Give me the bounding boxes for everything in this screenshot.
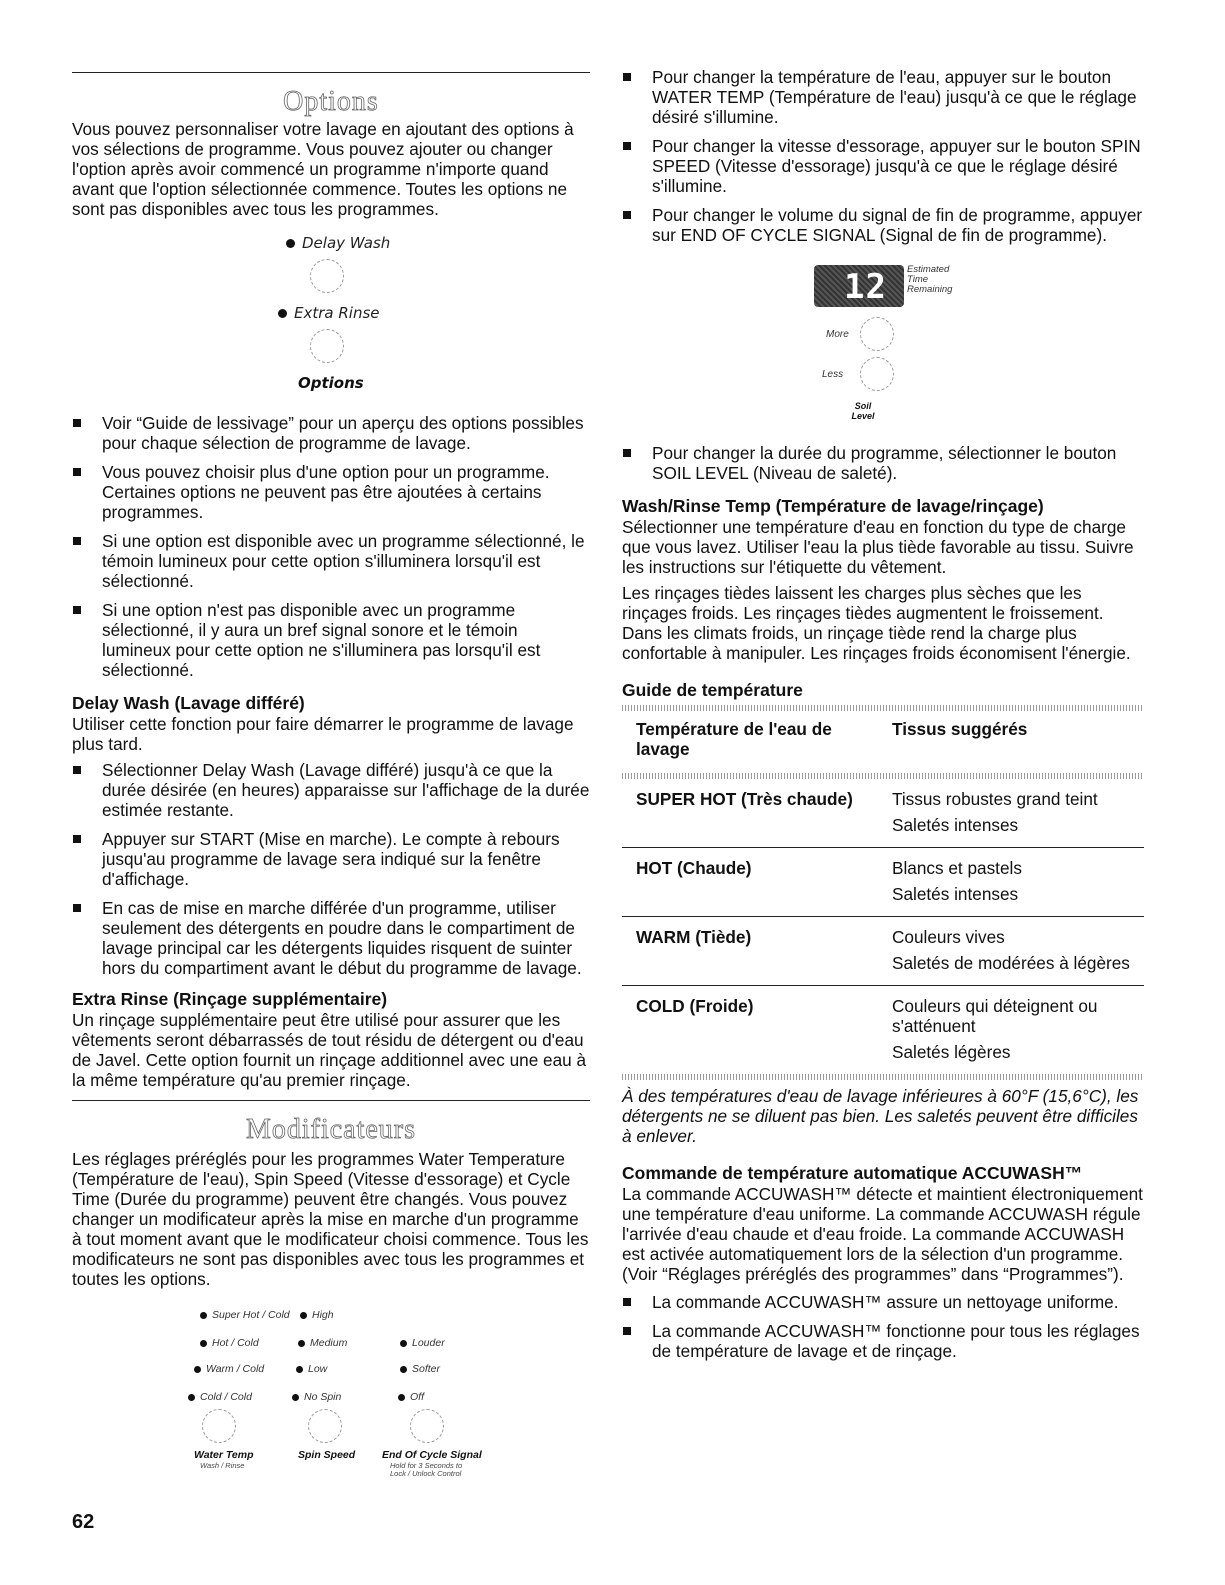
modifiers-text: Les réglages préréglés pour les programmes Water Temperature (Température de l'eau), Spin Speed (Vitesse d'essorage) et Cycle Time (Durée du programme) peuvent être changés. Vous pouvez changer un modificateur après la mise en marche d'un programme à tout moment avant que le modificateur choisi commence. Tous les modificateurs ne sont pas disponibles avec tous les programmes et toutes les options. (72, 1149, 589, 1289)
spin-option-3: Low (296, 1363, 327, 1375)
table-row (622, 848, 1144, 917)
table-cell-temp: WARM (Tiède) (622, 917, 886, 986)
temperature-guide-body (622, 779, 1144, 1074)
table-note: À des températures d'eau de lavage inférieures à 60°F (15,6°C), les détergents ne se diluent pas bien. Les saletés peuvent être difficiles à enlever. (622, 1086, 1139, 1146)
options-caption: Options (298, 374, 364, 392)
guide-heading: Guide de température (622, 680, 803, 700)
modifiers-control-panel (72, 1303, 590, 1478)
modifier-bullets (622, 67, 1144, 245)
water-option-3: Warm / Cold (194, 1363, 264, 1375)
top-rule (72, 72, 590, 73)
list-item: Vous pouvez choisir plus d'une option pour un programme. Certaines options ne peuvent pas être ajoutées à certains programmes. (72, 462, 590, 522)
soil-level-panel (622, 257, 1144, 427)
temp-heading: Wash/Rinse Temp (Température de lavage/rinçage) (622, 496, 1044, 516)
water-temp-caption: Water Temp (194, 1449, 254, 1461)
table-cell-temp: HOT (Chaude) (622, 848, 886, 917)
spin-speed-caption: Spin Speed (298, 1449, 356, 1461)
temperature-guide-table (622, 711, 1144, 773)
options-title: Options (283, 86, 379, 117)
list-item: La commande ACCUWASH™ fonctionne pour tous les réglages de température de lavage et de rinçage. (622, 1321, 1144, 1361)
soil-less-button[interactable] (860, 357, 894, 391)
right-column (622, 0, 1144, 1370)
table-row (622, 986, 1144, 1075)
table-cell-temp: SUPER HOT (Très chaude) (636, 789, 853, 809)
signal-subcaption-2: Lock / Unlock Control (390, 1469, 462, 1478)
temp-paragraph-2: Les rinçages tièdes laissent les charges plus sèches que les rinçages froids. Les rinçages tièdes augmentent le froissement. Dans les climats froids, un rinçage tiède rend la charge plus confortable à manipuler. Les rinçages froids économisent l'énergie. (622, 583, 1131, 663)
signal-option-3: Off (398, 1391, 424, 1403)
table-cell-fabrics: Tissus robustes grand teint Saletés intenses (892, 789, 1098, 835)
more-label: More (826, 329, 849, 340)
water-option-4: Cold / Cold (188, 1391, 252, 1403)
extra-rinse-button[interactable] (310, 329, 344, 363)
delay-wash-indicator: Delay Wash (286, 233, 390, 253)
table-cell-temp: COLD (Froide) (622, 986, 886, 1075)
list-item: Appuyer sur START (Mise en marche). Le compte à rebours jusqu'au programme de lavage sera indiqué sur la fenêtre d'affichage. (72, 829, 590, 889)
list-item: Voir “Guide de lessivage” pour un aperçu des options possibles pour chaque sélection de programme de lavage. (72, 413, 590, 453)
table-cell-fabrics: Couleurs vives Saletés de modérées à légères (886, 917, 1144, 986)
delay-wash-bullets (72, 760, 590, 978)
delay-wash-intro: Utiliser cette fonction pour faire démarrer le programme de lavage plus tard. (72, 714, 574, 754)
water-temp-button[interactable] (202, 1409, 236, 1443)
signal-option-1: Louder (400, 1337, 445, 1349)
extra-rinse-heading: Extra Rinse (Rinçage supplémentaire) (72, 989, 388, 1009)
list-item: Si une option est disponible avec un programme sélectionné, le témoin lumineux pour cette option s'illuminera lorsqu'il est sélectionné. (72, 531, 590, 591)
water-temp-subcaption: Wash / Rinse (200, 1461, 245, 1470)
spin-option-2: Medium (298, 1337, 347, 1349)
extra-rinse-text: Un rinçage supplémentaire peut être utilisé pour assurer que les vêtements seront débarrassés de tout résidu de détergent ou d'eau de Javel. Cette option fournit un rinçage additionnel avec une eau à la même température qu'au premier rinçage. (72, 1010, 587, 1090)
temp-paragraph-1: Sélectionner une température d'eau en fonction du type de charge que vous lavez. Utiliser l'eau la plus tiède favorable au tissu. Suivre les instructions sur l'étiquette du vêtement. (622, 517, 1134, 577)
soil-bullet (622, 443, 1144, 483)
end-of-cycle-signal-button[interactable] (410, 1409, 444, 1443)
water-option-1: Super Hot / Cold (200, 1309, 290, 1321)
page-number: 62 (72, 1511, 95, 1533)
accuwash-bullets (622, 1292, 1144, 1361)
indicator-dot (278, 309, 287, 318)
less-label: Less (822, 369, 844, 380)
signal-subcaption-1: Hold for 3 Seconds to (390, 1461, 463, 1470)
accuwash-heading: Commande de température automatique ACCUWASH™ (622, 1163, 1083, 1183)
options-control-panel (72, 225, 590, 395)
delay-wash-button[interactable] (310, 259, 344, 293)
extra-rinse-indicator: Extra Rinse (278, 303, 380, 323)
header-temp: Température de l'eau de lavage (636, 719, 832, 759)
table-cell-fabrics: Couleurs qui déteignent ou s'atténuent Saletés légères (886, 986, 1144, 1075)
list-item: Pour changer la vitesse d'essorage, appuyer sur le bouton SPIN SPEED (Vitesse d'essorage) jusqu'à ce que le réglage désiré s'illumine. (622, 136, 1144, 196)
accuwash-text: La commande ACCUWASH™ détecte et maintient électroniquement une température d'eau uniforme. La commande ACCUWASH régule l'arrivée d'eau chaude et d'eau froide. La commande ACCUWASH est activée automatiquement lors de la sélection d'un programme. (Voir “Réglages préréglés des programmes” dans “Programmes”). (622, 1184, 1143, 1284)
estimated-time-label: Estimated Time Remaining (907, 264, 953, 295)
signal-option-2: Softer (400, 1363, 440, 1375)
list-item: Si une option n'est pas disponible avec un programme sélectionné, il y aura un bref signal sonore et le témoin lumineux pour cette option ne s'illuminera pas lorsqu'il est sélectionné. (72, 600, 590, 680)
list-item: En cas de mise en marche différée d'un programme, utiliser seulement des détergents en poudre dans le compartiment de lavage principal car les détergents liquides risquent de suinter hors du compartiment avant le début du programme de lavage. (72, 898, 590, 978)
options-intro: Vous pouvez personnaliser votre lavage en ajoutant des options à vos sélections de programme. Vous pouvez ajouter ou changer l'option après avoir commencé un programme n'importe quand avant que l'option sélectionnée commence. Toutes les options ne sont pas disponibles avec tous les programmes. (72, 119, 574, 219)
table-row (622, 779, 1144, 848)
soil-more-button[interactable] (860, 317, 894, 351)
table-hatch-bottom (622, 1074, 1144, 1080)
list-item: Sélectionner Delay Wash (Lavage différé) jusqu'à ce que la durée désirée (en heures) apparaisse sur l'affichage de la durée estimée restante. (72, 760, 590, 820)
options-bullets (72, 413, 590, 680)
section-rule (72, 1100, 590, 1101)
modifiers-title: Modificateurs (245, 1114, 417, 1145)
soil-level-caption: Soil Level (851, 401, 875, 421)
list-item: Pour changer la température de l'eau, appuyer sur le bouton WATER TEMP (Température de l'eau) jusqu'à ce que le réglage désiré s'illumine. (622, 67, 1144, 127)
table-header-row (622, 711, 1144, 773)
table-cell-fabrics: Blancs et pastels Saletés intenses (886, 848, 1144, 917)
list-item: Pour changer la durée du programme, sélectionner le bouton SOIL LEVEL (Niveau de saleté). (622, 443, 1144, 483)
spin-option-1: High (300, 1309, 334, 1321)
list-item: Pour changer le volume du signal de fin de programme, appuyer sur END OF CYCLE SIGNAL (Signal de fin de programme). (622, 205, 1144, 245)
table-row (622, 917, 1144, 986)
signal-caption: End Of Cycle Signal (382, 1449, 482, 1461)
spin-speed-button[interactable] (308, 1409, 342, 1443)
spin-option-4: No Spin (292, 1391, 341, 1403)
water-option-2: Hot / Cold (200, 1337, 259, 1349)
delay-wash-heading: Delay Wash (Lavage différé) (72, 693, 305, 713)
time-display-value: 12 (844, 267, 887, 307)
indicator-dot (286, 239, 295, 248)
list-item: La commande ACCUWASH™ assure un nettoyage uniforme. (622, 1292, 1144, 1312)
left-column (72, 0, 590, 1478)
header-fabrics: Tissus suggérés (892, 719, 1028, 739)
